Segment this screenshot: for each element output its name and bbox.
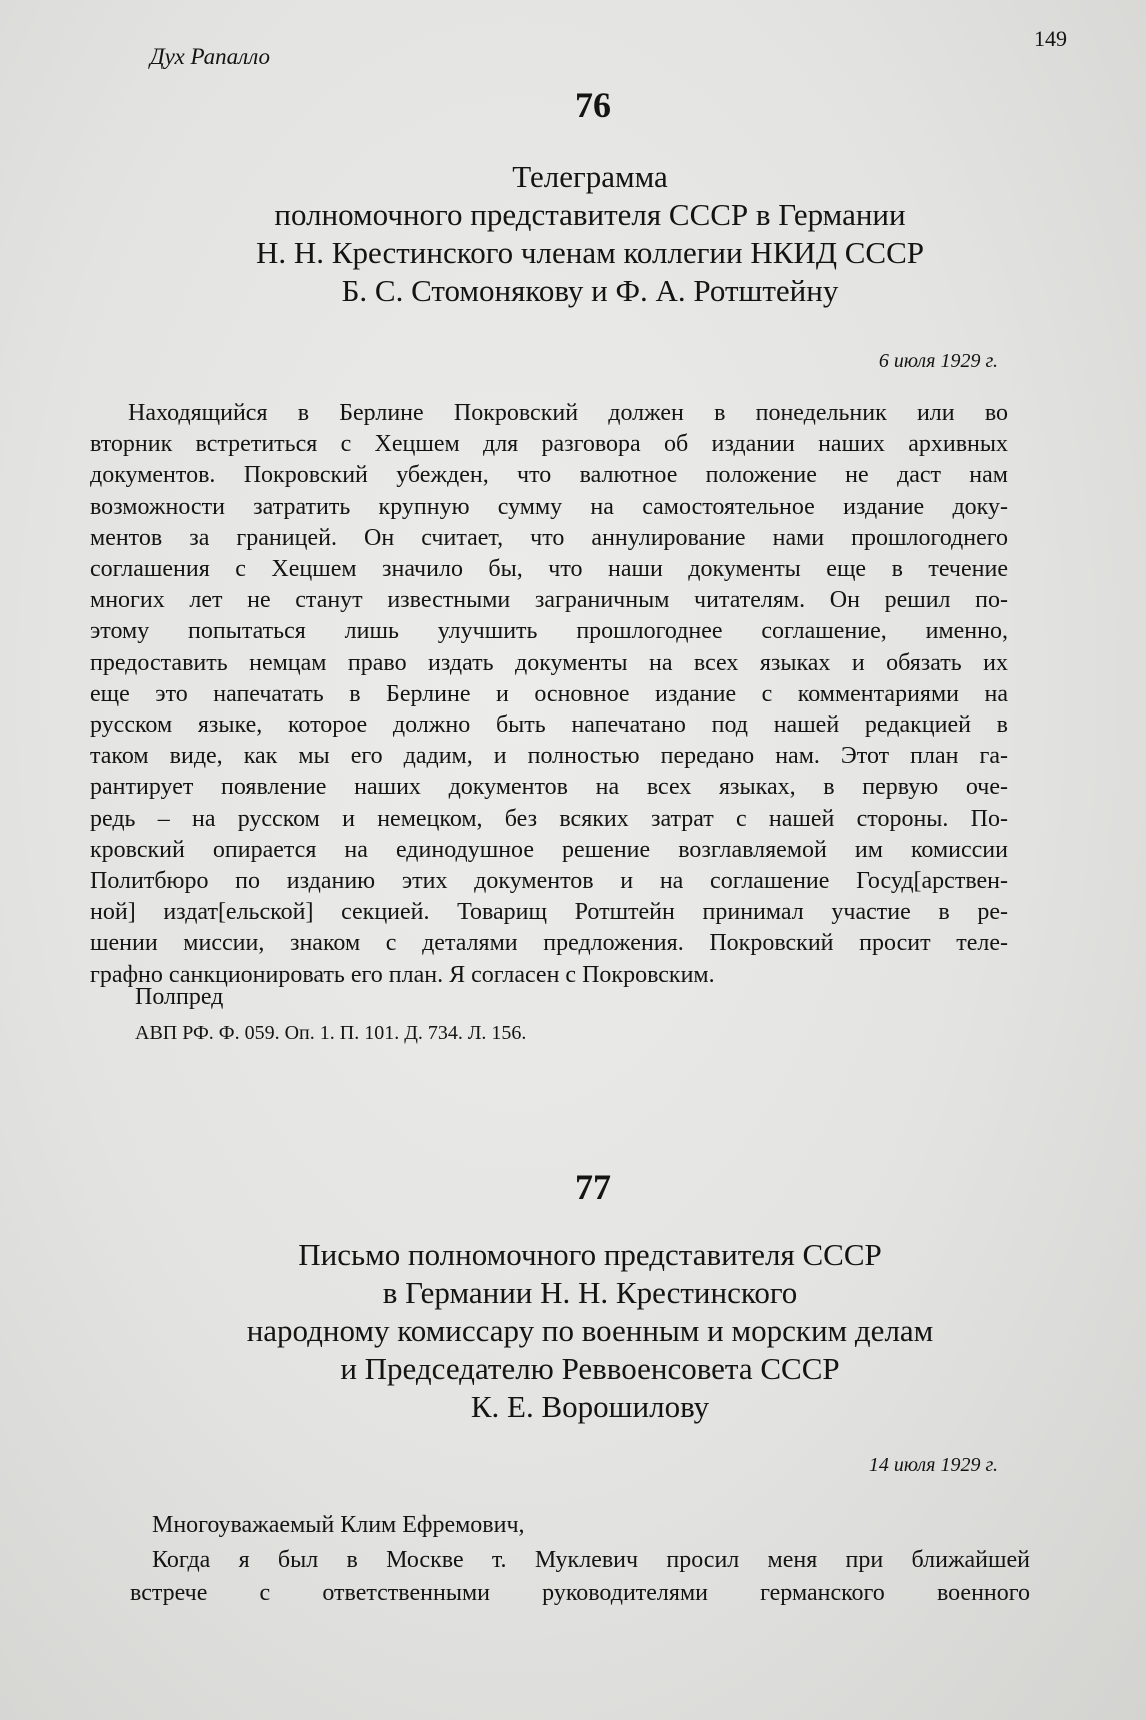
body-line: Находящийся в Берлине Покровский должен в понедельник или во [128, 400, 1008, 426]
body-line: предоставить немцам право издать документы на всех языках и обязать их [90, 649, 1008, 676]
body-line: графно санкционировать его план. Я согласен с Покровским. [90, 961, 715, 988]
body-line: русском языке, которое должно быть напечатано под нашей редакцией в [90, 712, 1008, 739]
document-76-archive-reference: АВП РФ. Ф. 059. Оп. 1. П. 101. Д. 734. Л. 156. [135, 1022, 527, 1044]
title-line: Телеграмма [512, 159, 668, 194]
document-77-date: 14 июля 1929 г. [868, 1454, 998, 1476]
document-77-body [130, 1544, 1030, 1610]
body-line: документов. Покровский убежден, что валютное положение не даст нам [90, 462, 1008, 489]
body-line: таком виде, как мы его дадим, и полностью передано нам. Этот план га- [90, 743, 1008, 770]
document-76-date: 6 июля 1929 г. [878, 350, 998, 372]
body-line: соглашения с Хецшем значило бы, что наши документы еще в течение [90, 556, 1008, 583]
body-line: еще это напечатать в Берлине и основное издание с комментариями на [90, 680, 1008, 707]
title-line: Б. С. Стомонякову и Ф. А. Ротштейну [341, 273, 839, 308]
body-line: этому попытаться лишь улучшить прошлогоднее соглашение, именно, [90, 618, 1008, 645]
document-77-number: 77 [575, 1167, 611, 1207]
title-line: в Германии Н. Н. Крестинского [382, 1275, 798, 1310]
body-line: многих лет не станут известными заграничным читателям. Он решил по- [90, 587, 1008, 614]
document-77-title [120, 1236, 1060, 1426]
document-76-number: 76 [575, 85, 611, 125]
body-line: рантирует появление наших документов на всех языках, в первую оче- [90, 774, 1008, 801]
document-76-signature: Полпред [135, 984, 224, 1010]
title-line: полномочного представителя СССР в Германии [274, 197, 906, 232]
body-line: Политбюро по изданию этих документов и на соглашение Госуд[арствен- [90, 868, 1008, 895]
body-line: шении миссии, знаком с деталями предложения. Покровский просит теле- [90, 930, 1008, 957]
body-line: вторник встретиться с Хецшем для разговора об издании наших архивных [90, 431, 1008, 458]
title-line: Н. Н. Крестинского членам коллегии НКИД СССР [256, 235, 924, 270]
body-line: ной] издат[ельской] секцией. Товарищ Ротштейн принимал участие в ре- [90, 899, 1008, 926]
body-line: ментов за границей. Он считает, что аннулирование нами прошлогоднего [90, 524, 1008, 551]
running-title: Дух Рапалло [150, 44, 271, 69]
letter-salutation: Многоуважаемый Клим Ефремович, [152, 1512, 525, 1538]
body-line: кровский опирается на единодушное решение возглавляемой им комиссии [90, 836, 1008, 863]
document-76-title [120, 158, 1060, 310]
title-line: и Председателю Реввоенсовета СССР [340, 1351, 840, 1386]
title-line: народному комиссару по военным и морским делам [246, 1313, 934, 1348]
title-line: Письмо полномочного представителя СССР [298, 1237, 882, 1272]
body-line: встрече с ответственными руководителями германского военного [130, 1580, 1030, 1606]
body-line: возможности затратить крупную сумму на самостоятельное издание доку- [90, 493, 1008, 520]
body-line: Когда я был в Москве т. Муклевич просил меня при ближайшей [152, 1547, 1030, 1573]
page-number: 149 [1034, 26, 1067, 51]
title-line: К. Е. Ворошилову [470, 1389, 710, 1424]
document-76-body [90, 398, 1008, 991]
body-line: редь – на русском и немецком, без всяких затрат с нашей стороны. По- [90, 805, 1008, 832]
